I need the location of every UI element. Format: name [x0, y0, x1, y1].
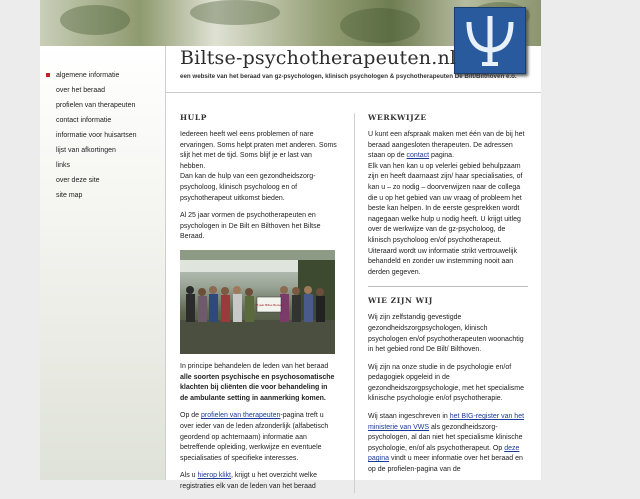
group-photo [180, 250, 335, 354]
group-photo-image [180, 250, 335, 354]
banner-text: 25 jaar Biltse Beraad [255, 302, 283, 307]
nav-item-links[interactable]: links [56, 162, 71, 169]
nav-item-afkortingen[interactable]: lijst van afkortingen [56, 147, 116, 154]
wie-paragraph-3: Wij staan ingeschreven in het BIG-register van het ministerie van VWS als gezondheidszorg-psychologen, al dan niet het specialisme klinische psychologie, en/of als psychotherapeut. Op deze pagina vindt u meer informatie over het beraad en op de profielen-pagina van de [368, 413, 525, 474]
wie-paragraph-2: Wij zijn na onze studie in de psychologie en/of pedagogiek opgeleid in de gezondheidszorgpsychologie, met het specialisme klinische psychologie en/of psychotherapie. [368, 363, 525, 403]
hulp-paragraph-5: Als u hierop klikt, krijgt u het overzicht welke registraties elk van de leden van het beraad [180, 472, 317, 490]
nav-item-algemene-informatie[interactable]: algemene informatie [46, 68, 137, 83]
hulp-paragraph-1: Iedereen heeft wel eens problemen of nare ervaringen. Soms helpt praten met anderen. Soms slijt het met de tijd. Soms blijf je er last van hebben. Dan kan de hulp van een gezondheidszorg-psycholoog, klinisch psycholoog en of psychotherapeut uitkomst bieden. [180, 131, 337, 202]
sidebar [40, 46, 166, 480]
column-hulp [180, 113, 337, 499]
wie-paragraph-1: Wij zijn zelfstandig gevestigde gezondheidszorgpsychologen, klinisch psychologen en/of psychotherapeuten woonachtig in het gebied rond De Bilt/ Bilthoven. [368, 314, 524, 354]
heading-wie-zijn-wij: WIE ZIJN WIJ [368, 296, 433, 306]
psi-icon [455, 8, 525, 73]
nav-item-contact[interactable]: contact informatie [56, 117, 112, 124]
main-content [166, 92, 541, 490]
column-werkwijze [354, 113, 528, 493]
nav-item-over-het-beraad[interactable]: over het beraad [56, 87, 106, 94]
link-big-register[interactable]: het BIG-register van het ministerie van VWS [368, 413, 525, 431]
hulp-paragraph-4: Op de profielen van therapeuten-pagina treft u over ieder van de leden afzonderlijk (alfabetisch geordend op achternaam) informatie aan betreffende opleiding, werkwijze en eventuele specialisaties of specifieke interesses. [180, 412, 329, 462]
nav-item-over-deze-site[interactable]: over deze site [56, 177, 100, 184]
werkwijze-paragraph-1: U kunt een afspraak maken met één van de bij het beraad aangesloten therapeuten. De adressen staan op de contact pagina. Elk van hen kan u op velerlei gebied behulpzaam zijn en heeft daarnaast zijn/ haar specialisaties, of kan u – zo nodig – doorverwijzen naar de collega die u op het gebied van uw vraag of probleem het beste kan helpen. In de eerste gesprekken wordt nagegaan welke hulp u nodig heeft. U krijgt uitleg over de werkwijze van de gz-psycholoog, de klinisch psycholoog en/of psychotherapeut. Uiteraard wordt uw informatie strikt vertrouwelijk behandeld en zonder uw instemming nooit aan derden gegeven. [368, 131, 525, 276]
page [40, 0, 541, 490]
link-contact[interactable]: contact [406, 152, 430, 160]
link-hierop-klikt[interactable]: hierop klikt [197, 472, 231, 480]
site-subtitle: een website van het beraad van gz-psychologen, klinisch psychologen & psychotherapeuten De Bilt/Bilthoven e.o. [180, 73, 517, 80]
site-title: Biltse-psychotherapeuten.nl [180, 47, 457, 69]
nav-menu [46, 68, 137, 203]
nav-item-site-map[interactable]: site map [56, 192, 83, 199]
heading-hulp: HULP [180, 113, 207, 122]
psi-logo[interactable] [454, 7, 526, 74]
nav-item-huisartsen[interactable]: informatie voor huisartsen [56, 132, 137, 139]
divider [368, 286, 528, 287]
nav-item-profielen[interactable]: profielen van therapeuten [56, 102, 136, 109]
hulp-paragraph-2: Al 25 jaar vormen de psychotherapeuten en psychologen in De Bilt en Bilthoven het Biltse Beraad. [180, 212, 321, 241]
hulp-paragraph-3: In principe behandelen de leden van het beraad alle soorten psychische en psychosomatische klachten bij cliënten die voor behandeling in de ambulante setting in aanmerking komen. [180, 362, 335, 402]
link-deze-pagina[interactable]: deze pagina [368, 444, 520, 463]
link-profielen[interactable]: profielen van therapeuten [201, 412, 281, 420]
heading-werkwijze: WERKWIJZE [368, 113, 427, 122]
